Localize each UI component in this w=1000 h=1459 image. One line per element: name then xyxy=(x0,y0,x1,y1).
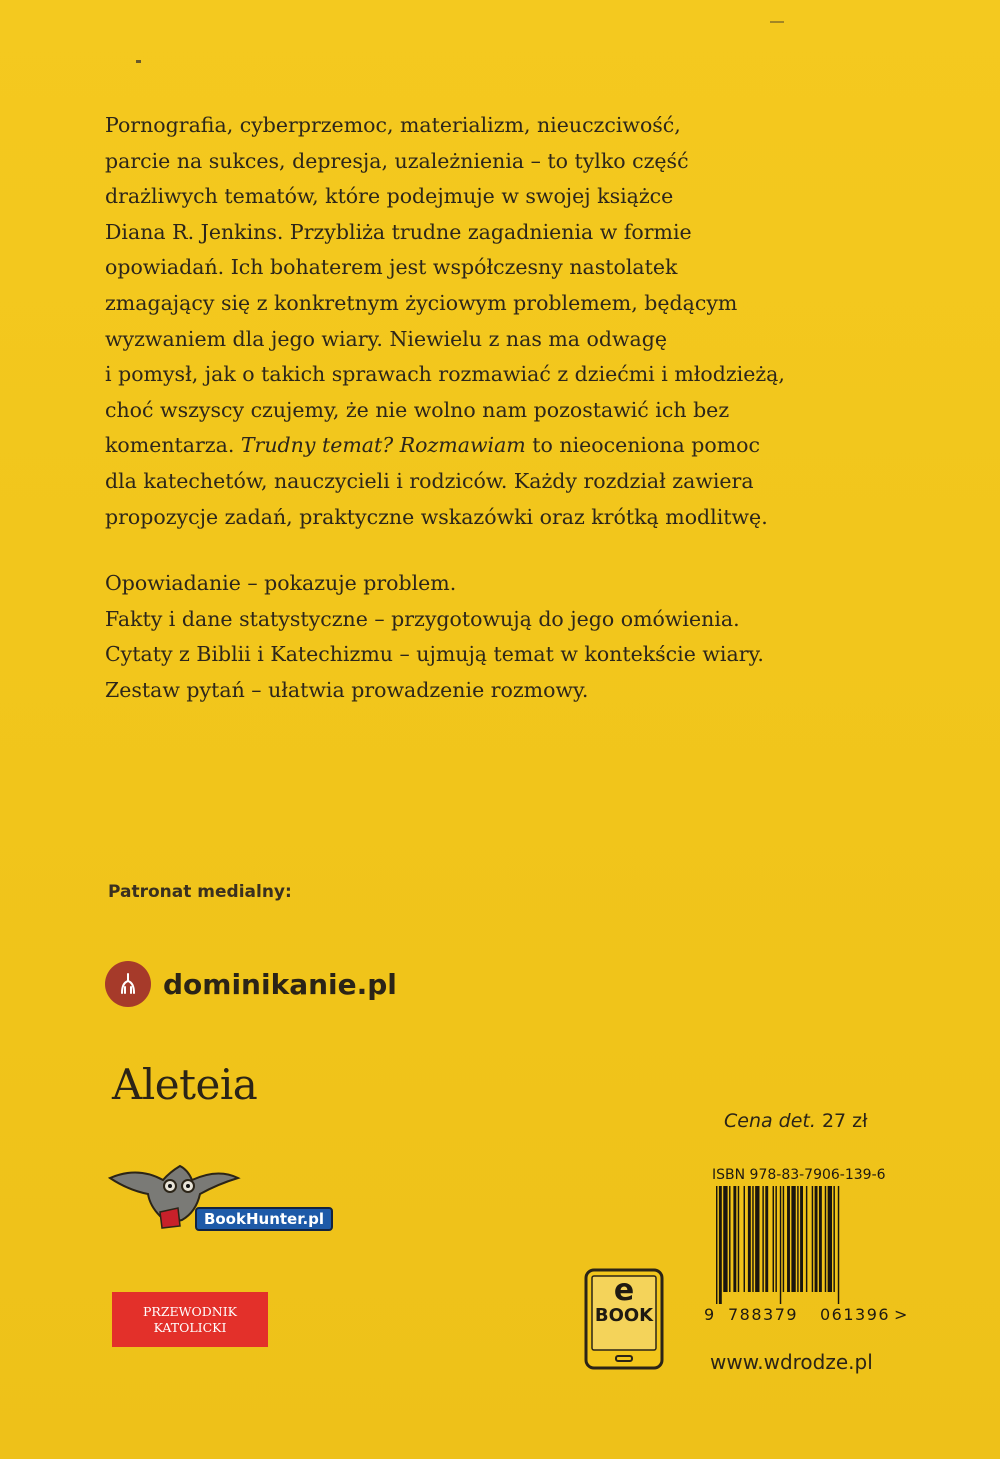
blurb-line: choć wszyscy czujemy, że nie wolno nam pozostawić ich bez xyxy=(105,397,730,422)
blurb-paragraph xyxy=(105,108,905,535)
blurb-text: komentarza. xyxy=(105,433,241,458)
feature-item: Opowiadanie – pokazuje problem. xyxy=(105,571,457,595)
barcode-bar xyxy=(787,1186,790,1292)
barcode-bar xyxy=(729,1186,730,1292)
przewodnik-wordmark-line2: KATOLICKI xyxy=(153,1319,227,1335)
barcode-bar xyxy=(833,1186,834,1292)
barcode-bar xyxy=(733,1186,736,1292)
blurb-line: drażliwych tematów, które podejmuje w swojej książce xyxy=(105,184,674,209)
blurb-line: dla katechetów, nauczycieli i rodziców. Każdy rozdział zawiera xyxy=(105,468,754,493)
barcode-bar xyxy=(815,1186,818,1292)
book-title-italic: Trudny temat? Rozmawiam xyxy=(240,433,526,458)
publisher-url: www.wdrodze.pl xyxy=(710,1350,873,1374)
barcode-bar xyxy=(791,1186,795,1292)
przewodnik-katolicki-logo xyxy=(112,1292,268,1347)
barcode-bar xyxy=(838,1186,839,1304)
barcode-bar xyxy=(800,1186,803,1292)
feature-item: Fakty i dane statystyczne – przygotowują do jego omówienia. xyxy=(105,606,740,631)
barcode-icon xyxy=(704,1186,900,1306)
barcode-quiet-zone-arrow: > xyxy=(894,1305,908,1324)
isbn-text: ISBN 978-83-7906-139-6 xyxy=(712,1167,886,1183)
aleteia-logo: Aleteia xyxy=(112,1060,258,1109)
barcode-bar xyxy=(765,1186,768,1292)
barcode-bar xyxy=(783,1186,784,1292)
blurb-line: Diana R. Jenkins. Przybliża trudne zagadnienia w formie xyxy=(105,219,692,244)
barcode-bar xyxy=(719,1186,722,1304)
blurb-line: propozycje zadań, praktyczne wskazówki oraz krótką modlitwę. xyxy=(105,504,768,529)
barcode-bar xyxy=(806,1186,807,1292)
barcode-bar xyxy=(762,1186,763,1292)
ebook-e-letter: e xyxy=(613,1273,635,1308)
bookhunter-owl-icon xyxy=(108,1160,338,1238)
print-speck xyxy=(770,21,784,23)
ebook-book-word: BOOK xyxy=(594,1305,654,1326)
ebook-label xyxy=(584,1273,664,1326)
price-label xyxy=(724,1110,868,1132)
barcode-bar xyxy=(738,1186,739,1292)
dominikanie-logo xyxy=(105,960,397,1008)
print-speck xyxy=(136,60,141,63)
barcode-bar xyxy=(723,1186,727,1292)
bookhunter-logo xyxy=(108,1160,338,1238)
blurb-line xyxy=(105,428,905,464)
barcode-digit-first: 9 xyxy=(704,1305,715,1324)
barcode-bar xyxy=(716,1186,717,1304)
media-patronage-label: Patronat medialny: xyxy=(108,882,292,902)
blurb-line: Pornografia, cyberprzemoc, materializm, nieuczciwość, xyxy=(105,113,681,137)
dominikanie-wordmark: dominikanie.pl xyxy=(163,967,397,1001)
price-value: 27 zł xyxy=(821,1110,868,1132)
barcode-bar xyxy=(780,1186,781,1304)
barcode-bar xyxy=(773,1186,774,1292)
blurb-line: parcie na sukces, depresja, uzależnienia – to tylko część xyxy=(105,148,689,173)
barcode-bar xyxy=(797,1186,798,1292)
feature-item: Zestaw pytań – ułatwia prowadzenie rozmowy. xyxy=(105,677,589,702)
barcode-bar xyxy=(752,1186,753,1292)
blurb-text: to nieoceniona pomoc xyxy=(525,433,760,458)
barcode-bar xyxy=(819,1186,822,1292)
przewodnik-wordmark-line1: PRZEWODNIK xyxy=(143,1303,237,1319)
barcode-bar xyxy=(812,1186,813,1292)
barcode-bar xyxy=(744,1186,745,1292)
barcode-bar xyxy=(828,1186,832,1292)
dominikanie-logo-icon xyxy=(105,961,151,1007)
blurb-line: i pomysł, jak o takich sprawach rozmawiać z dziećmi i młodzieżą, xyxy=(105,362,785,387)
blurb-line: zmagający się z konkretnym życiowym problemem, będącym xyxy=(105,290,738,315)
barcode-digit-group2: 061396 xyxy=(820,1305,891,1324)
barcode-bar xyxy=(825,1186,826,1292)
feature-item: Cytaty z Biblii i Katechizmu – ujmują temat w kontekście wiary. xyxy=(105,642,764,667)
barcode-digits xyxy=(704,1305,908,1327)
barcode-bar xyxy=(748,1186,751,1292)
barcode-bar xyxy=(775,1186,776,1292)
blurb-line: wyzwaniem dla jego wiary. Niewielu z nas ma odwagę xyxy=(105,326,668,351)
ebook-badge xyxy=(584,1268,664,1370)
blurb-line: opowiadań. Ich bohaterem jest współczesny nastolatek xyxy=(105,255,678,280)
barcode-bar xyxy=(755,1186,759,1292)
price-prefix: Cena det. xyxy=(724,1110,816,1132)
barcode-digit-group1: 788379 xyxy=(728,1305,799,1324)
features-list xyxy=(105,566,925,708)
bookhunter-wordmark: BookHunter.pl xyxy=(203,1210,325,1228)
